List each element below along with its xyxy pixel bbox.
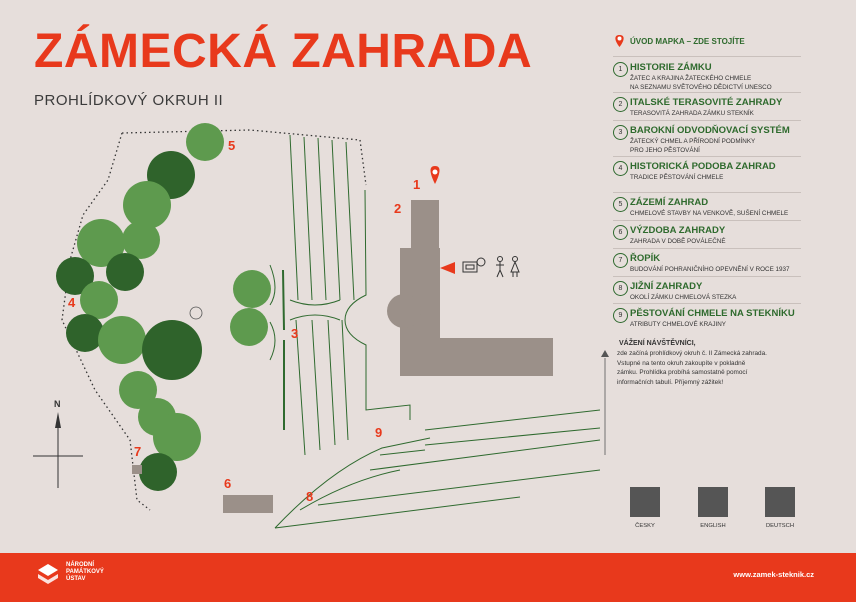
notice-line: zámku. Prohlídka probíhá samostatně pomocí	[617, 369, 748, 376]
stop-label-6: 6	[224, 476, 232, 491]
qr-code-czech[interactable]	[630, 487, 660, 517]
stop-label-1: 1	[413, 177, 421, 192]
qr-label-english: ENGLISH	[700, 523, 726, 529]
page-subtitle: PROHLÍDKOVÝ OKRUH II	[34, 92, 224, 109]
legend-desc-line: TERASOVITÁ ZAHRADA ZÁMKU STEKNÍK	[630, 110, 754, 117]
legend-desc-line: OKOLÍ ZÁMKU CHMELOVÁ STEZKA	[630, 294, 737, 301]
legend-number-badge: 7	[613, 253, 628, 268]
legend-number-badge: 9	[613, 308, 628, 323]
legend-desc-line: ZAHRADA V DOBĚ POVÁLEČNÉ	[630, 238, 726, 245]
notice-line: zde začíná prohlídkový okruh č. II Zámecká zahrada.	[617, 350, 767, 357]
notice-line: informačních tabulí. Příjemný zážitek!	[617, 378, 724, 386]
notice-line: Vstupné na tento okruh zakoupíte v pokladně	[617, 359, 746, 367]
legend-desc-line: CHMELOVÉ STAVBY NA VENKOVĚ, SUŠENÍ CHMELE	[630, 210, 789, 217]
stop-label-3: 3	[291, 326, 299, 341]
organization-name	[66, 562, 104, 583]
legend-item-title: ZÁZEMÍ ZAHRAD	[630, 197, 709, 208]
legend-desc-line: NA SEZNAMU SVĚTOVÉHO DĚDICTVÍ UNESCO	[630, 83, 772, 91]
qr-code-german[interactable]	[765, 487, 795, 517]
legend-desc-line: ATRIBUTY CHMELOVÉ KRAJINY	[630, 321, 726, 328]
legend-desc-line: TRADICE PĚSTOVÁNÍ CHMELE	[630, 174, 724, 181]
legend-item-title: JIŽNÍ ZAHRADY	[630, 281, 703, 292]
legend-item-title: BAROKNÍ ODVODŇOVACÍ SYSTÉM	[630, 125, 790, 136]
legend-item-title: PĚSTOVÁNÍ CHMELE NA STEKNÍKU	[630, 308, 795, 319]
legend-desc-line: PRO JEHO PĚSTOVÁNÍ	[630, 146, 700, 154]
stop-label-7: 7	[134, 444, 142, 459]
npu-logo-icon	[36, 560, 64, 586]
legend-number-badge: 2	[613, 97, 628, 112]
org-line: ÚSTAV	[66, 576, 86, 582]
north-label: N	[54, 399, 61, 409]
stop-label-4: 4	[68, 295, 76, 310]
page-title: ZÁMECKÁ ZAHRADA	[34, 25, 533, 78]
org-line: NÁRODNÍ	[66, 562, 94, 568]
org-line: PAMÁTKOVÝ	[66, 569, 104, 575]
legend-item-title: VÝZDOBA ZAHRADY	[630, 225, 726, 236]
legend-start-title: ÚVOD MAPKA – ZDE STOJÍTE	[630, 37, 745, 46]
legend-desc-line: BUDOVÁNÍ POHRANIČNÍHO OPEVNĚNÍ V ROCE 1937	[630, 266, 790, 273]
legend-number-badge: 6	[613, 225, 628, 240]
qr-label-german: DEUTSCH	[765, 523, 795, 529]
stop-label-5: 5	[228, 138, 236, 153]
legend-desc-line: ŽATEC A KRAJINA ŽATECKÉHO CHMELE	[630, 75, 752, 82]
legend-number-badge: 8	[613, 281, 628, 296]
legend-number-badge: 1	[613, 62, 628, 77]
stop-label-8: 8	[306, 489, 314, 504]
legend-item-title: ŘOPÍK	[630, 253, 661, 264]
footer-bar	[0, 553, 856, 602]
legend-item-title: ITALSKÉ TERASOVITÉ ZAHRADY	[630, 97, 783, 108]
legend-item-title: HISTORIE ZÁMKU	[630, 62, 712, 73]
stop-label-2: 2	[394, 201, 402, 216]
qr-label-czech: ČESKY	[635, 523, 655, 529]
stop-label-9: 9	[375, 425, 383, 440]
legend-number-badge: 3	[613, 125, 628, 140]
legend-number-badge: 5	[613, 197, 628, 212]
legend-number-badge: 4	[613, 161, 628, 176]
legend-desc-line: ŽATECKÝ CHMEL A PŘÍRODNÍ PODMÍNKY	[630, 138, 756, 145]
legend-item-title: HISTORICKÁ PODOBA ZAHRAD	[630, 161, 776, 172]
qr-code-english[interactable]	[698, 487, 728, 517]
website-link[interactable]: www.zamek-steknik.cz	[733, 570, 814, 579]
notice-title: VÁŽENÍ NÁVŠTĚVNÍCI,	[619, 340, 696, 347]
